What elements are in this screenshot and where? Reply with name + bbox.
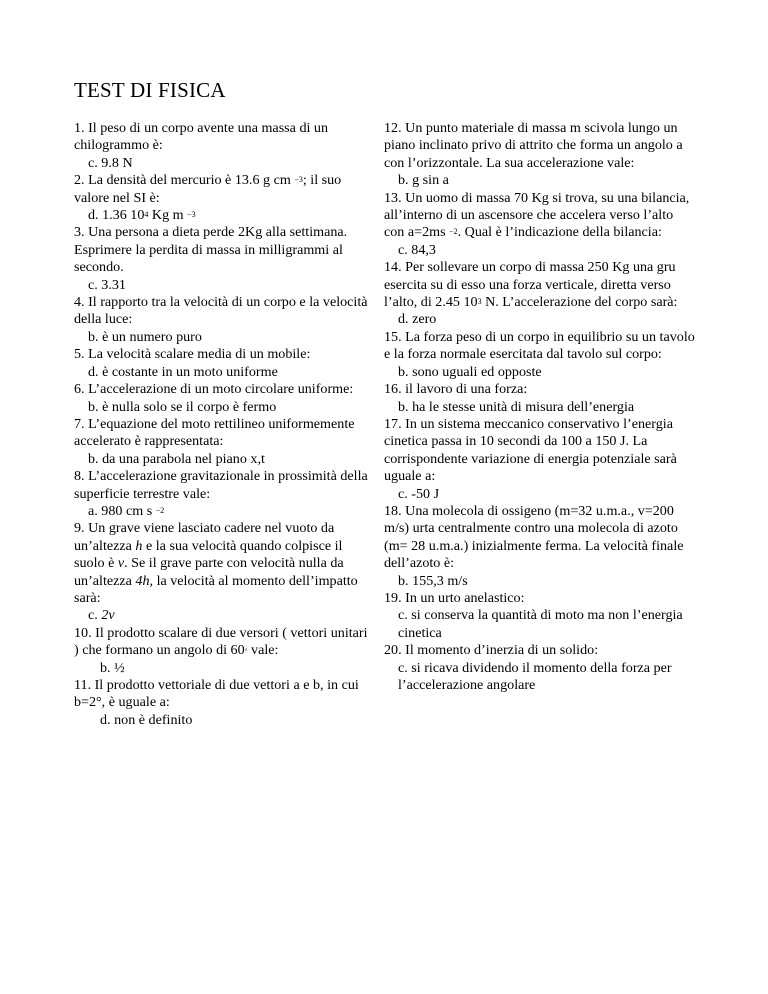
answer-17: c. -50 J bbox=[398, 485, 440, 502]
question-11: 11. Il prodotto vettoriale di due vettori a e b, in cui b=2°, è uguale a: bbox=[74, 677, 359, 711]
answer-14: d. zero bbox=[398, 311, 437, 328]
question-4: 4. Il rapporto tra la velocità di un corpo e la velocità della luce: bbox=[74, 294, 368, 328]
question-20: 20. Il momento d’inerzia di un solido: bbox=[384, 642, 599, 659]
answer-1: c. 9.8 N bbox=[88, 154, 133, 171]
question-13: 13. Un uomo di massa 70 Kg si trova, su una bilancia, all’interno di un ascensore che accelera verso l’alto con a=2ms $^{-2}$. Qual è l’indicazione della bilancia: bbox=[384, 189, 690, 241]
answer-11: d. non è definito bbox=[100, 711, 193, 728]
question-14: 14. Per sollevare un corpo di massa 250 Kg una gru esercita su di esso una forza verticale, diretta verso l’alto, di 2.45 $10^3$ N. L’accelerazione del corpo sarà: bbox=[384, 259, 678, 311]
answer-12: b. g sin a bbox=[398, 172, 449, 189]
question-16: 16. il lavoro di una forza: bbox=[384, 381, 528, 398]
answer-9: c. 2v bbox=[88, 607, 115, 624]
answer-3: c. 3.31 bbox=[88, 276, 126, 293]
question-2: 2. La densità del mercurio è 13.6 g cm $^{-3}$; il suo valore nel SI è: bbox=[74, 172, 342, 206]
question-12: 12. Un punto materiale di massa m scivola lungo un piano inclinato privo di attrito che forma un angolo a con l’orizzontale. La sua accelerazione vale: bbox=[384, 120, 683, 171]
question-8: 8. L’accelerazione gravitazionale in prossimità della superficie terrestre vale: bbox=[74, 468, 368, 502]
question-9: 9. Un grave viene lasciato cadere nel vuoto da un’altezza h e la sua velocità quando colpisce il suolo è v. Se il grave parte con velocità nulla da un’altezza 4h, la velocità al momento dell’impatto sarà: bbox=[74, 520, 358, 606]
answer-10: b. ½ bbox=[100, 659, 125, 676]
question-5: 5. La velocità scalare media di un mobile: bbox=[74, 346, 311, 363]
answer-2: d. 1.36 $10^4$ Kg m $^{-3}$ bbox=[88, 207, 196, 224]
question-1: 1. Il peso di un corpo avente una massa di un chilogrammo è: bbox=[74, 120, 329, 154]
answer-8: a. 980 cm s $^{-2}$ bbox=[88, 502, 165, 519]
left-column bbox=[74, 120, 374, 729]
question-10: 10. Il prodotto scalare di due versori ( vettori unitari ) che formano un angolo di 60◦ vale: bbox=[74, 624, 368, 659]
page-title: TEST DI FISICA bbox=[74, 78, 226, 102]
question-7: 7. L’equazione del moto rettilineo uniformemente accelerato è rappresentata: bbox=[74, 415, 355, 450]
answer-16: b. ha le stesse unità di misura dell’energia bbox=[398, 398, 635, 415]
question-6: 6. L’accelerazione di un moto circolare uniforme: bbox=[74, 381, 354, 398]
question-19: 19. In un urto anelastico: bbox=[384, 589, 525, 606]
right-column bbox=[384, 120, 696, 694]
question-3: 3. Una persona a dieta perde 2Kg alla settimana. Esprimere la perdita di massa in milligrammi al secondo. bbox=[74, 224, 348, 276]
answer-20: c. si ricava dividendo il momento della forza per l’accelerazione angolare bbox=[398, 659, 672, 693]
question-18: 18. Una molecola di ossigeno (m=32 u.m.a., v=200 m/s) urta centralmente contro una molecola di azoto (m= 28 u.m.a.) inizialmente ferma. La velocità finale dell’azoto è: bbox=[384, 502, 684, 572]
question-15: 15. La forza peso di un corpo in equilibrio su un tavolo e la forza normale esercitata dal tavolo sul corpo: bbox=[384, 328, 695, 363]
answer-5: d. è costante in un moto uniforme bbox=[88, 363, 278, 380]
answer-4: b. è un numero puro bbox=[88, 328, 202, 345]
answer-19: c. si conserva la quantità di moto ma non l’energia cinetica bbox=[398, 607, 683, 641]
answer-7: b. da una parabola nel piano x,t bbox=[88, 450, 265, 467]
answer-6: b. è nulla solo se il corpo è fermo bbox=[88, 398, 277, 415]
question-17: 17. In un sistema meccanico conservativo l’energia cinetica passa in 10 secondi da 100 a 150 J. La corrispondente variazione di energia potenziale sarà uguale a: bbox=[384, 415, 677, 485]
answer-18: b. 155,3 m/s bbox=[398, 572, 468, 589]
answer-15: b. sono uguali ed opposte bbox=[398, 363, 542, 380]
answer-13: c. 84,3 bbox=[398, 241, 436, 258]
